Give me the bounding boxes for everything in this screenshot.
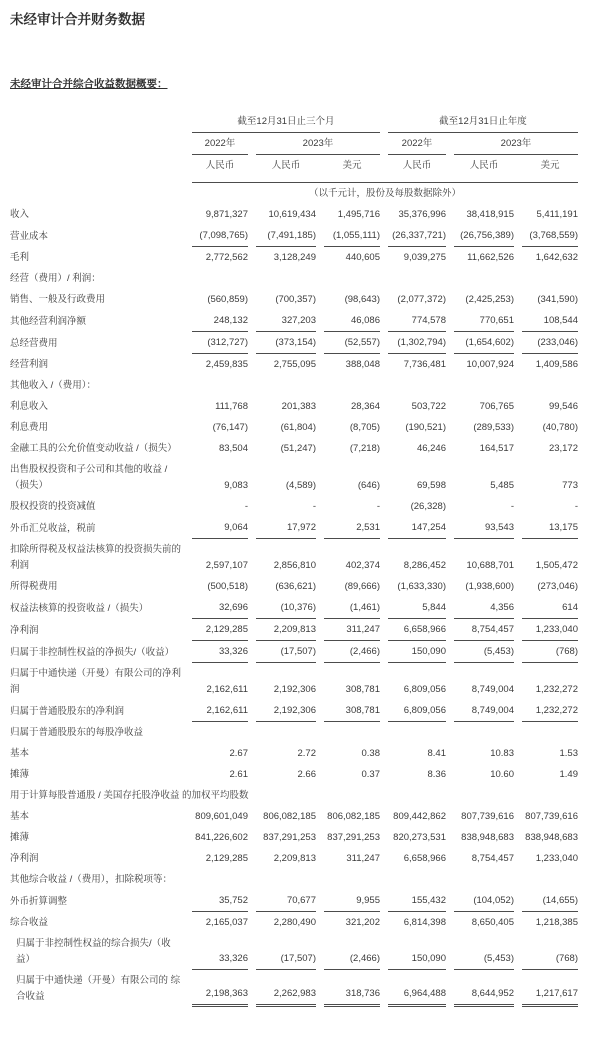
- row-value: (17,507): [256, 641, 316, 663]
- table-row: [10, 827, 578, 848]
- row-label: 收入: [10, 209, 30, 220]
- row-value: 2,209,813: [273, 853, 316, 864]
- row-value: 2,192,306: [256, 700, 316, 722]
- row-value: 8,754,457: [471, 853, 514, 864]
- section-header-row: [10, 722, 578, 743]
- row-value: 5,485: [490, 480, 514, 491]
- row-value: 7,736,481: [403, 359, 446, 370]
- table-row: [10, 641, 578, 663]
- row-value: 111,768: [215, 401, 248, 412]
- row-value: 6,809,056: [403, 684, 446, 695]
- row-value: 248,132: [192, 310, 248, 332]
- row-value: 99,546: [548, 401, 578, 412]
- row-label: 销售、一般及行政费用: [10, 294, 106, 305]
- row-value: 2,162,611: [192, 700, 248, 722]
- table-row: [10, 289, 578, 310]
- row-value: 809,601,049: [195, 811, 248, 822]
- row-value: 1,642,632: [535, 252, 578, 263]
- row-value: (636,621): [275, 581, 316, 592]
- row-value: 402,374: [345, 560, 380, 571]
- row-value: 6,814,398: [403, 917, 446, 928]
- table-row: [10, 354, 578, 375]
- page-title: 未经审计合并财务数据: [10, 12, 145, 27]
- row-value: 28,364: [350, 401, 380, 412]
- header-spacer: [10, 183, 184, 204]
- row-value: 108,544: [522, 310, 578, 332]
- table-row: [10, 417, 578, 438]
- row-value: -: [244, 501, 248, 512]
- section-label: 归属于普通股股东的每股净收益: [10, 727, 144, 738]
- row-label: 外币汇兑收益，税前: [10, 523, 96, 534]
- currency-header-row: [10, 155, 578, 176]
- row-value: 807,739,616: [461, 811, 514, 822]
- row-value: 503,722: [411, 401, 446, 412]
- row-value: 1,409,586: [535, 359, 578, 370]
- table-row: [10, 539, 578, 576]
- table-row: [10, 806, 578, 827]
- row-value: 17,972: [256, 517, 316, 539]
- row-value: 155,432: [388, 890, 446, 912]
- row-value: 837,291,253: [263, 832, 316, 843]
- row-value: (76,147): [212, 422, 248, 433]
- row-value: (2,466): [324, 641, 380, 663]
- row-value: (500,518): [207, 581, 248, 592]
- row-value: 164,517: [479, 443, 514, 454]
- row-value: (646): [357, 480, 380, 491]
- row-value: 9,871,327: [205, 209, 248, 220]
- row-label: 基本: [10, 811, 30, 822]
- row-value: 2.61: [229, 769, 248, 780]
- row-value: 8,749,004: [454, 700, 514, 722]
- row-value: (8,705): [349, 422, 380, 433]
- row-label: 净利润: [10, 853, 39, 864]
- row-value: 807,739,616: [525, 811, 578, 822]
- row-value: (26,756,389): [454, 225, 514, 247]
- row-value: 8,754,457: [454, 619, 514, 641]
- row-value: 46,246: [416, 443, 446, 454]
- row-value: 2,129,285: [205, 853, 248, 864]
- currency-header: 美元: [342, 160, 362, 171]
- row-value: 311,247: [346, 853, 380, 864]
- income-statement-table: [2, 111, 586, 1007]
- row-value: (768): [522, 641, 578, 663]
- row-label: 出售股权投资和子公司和其他的收益 /（损失）: [10, 464, 168, 491]
- row-value: 806,082,185: [327, 811, 380, 822]
- row-value: 1,505,472: [535, 560, 578, 571]
- table-row: [10, 225, 578, 247]
- income-table-body: [10, 204, 578, 1007]
- row-value: 8,650,405: [471, 917, 514, 928]
- row-value: 70,677: [256, 890, 316, 912]
- row-value: (26,337,721): [388, 225, 446, 247]
- row-value: (5,453): [454, 641, 514, 663]
- year-header: 2023年: [454, 133, 578, 155]
- currency-header: 人民币: [469, 160, 499, 171]
- table-row: [10, 204, 578, 225]
- table-row: [10, 517, 578, 539]
- row-value: 2,162,611: [206, 684, 248, 695]
- row-value: 11,662,526: [467, 252, 514, 263]
- row-value: 5,411,191: [536, 209, 578, 220]
- row-value: 9,955: [324, 890, 380, 912]
- row-label: 外币折算调整: [10, 896, 68, 907]
- row-value: 2,856,810: [273, 560, 316, 571]
- table-row: [10, 970, 578, 1007]
- year-header: 2023年: [256, 133, 380, 155]
- row-value: 838,948,683: [525, 832, 578, 843]
- row-value: 327,203: [256, 310, 316, 332]
- row-value: 46,086: [324, 310, 380, 332]
- section-header-row: [10, 785, 578, 806]
- section-label: 用于计算每股普通股 / 美国存托股净收益 的加权平均股数: [10, 790, 249, 801]
- section-label: 经营（费用）/ 利润：: [10, 273, 101, 284]
- row-value: 9,064: [192, 517, 248, 539]
- row-value: (1,938,600): [465, 581, 514, 592]
- row-value: (1,461): [324, 597, 380, 619]
- row-label: 股权投资的投资减值: [10, 501, 96, 512]
- row-value: (51,247): [280, 443, 316, 454]
- section-label: 其他收入 /（费用）：: [10, 380, 97, 391]
- row-value: (4,589): [285, 480, 316, 491]
- row-value: 10.60: [490, 769, 514, 780]
- row-value: 6,658,966: [403, 853, 446, 864]
- row-value: 809,442,862: [393, 811, 446, 822]
- period-group-header-row: [10, 111, 578, 133]
- row-value: 6,809,056: [388, 700, 446, 722]
- row-value: 201,383: [281, 401, 316, 412]
- row-value: 2,198,363: [192, 970, 248, 1007]
- row-value: 1.53: [559, 748, 578, 759]
- row-value: 10,688,701: [466, 560, 514, 571]
- row-value: 69,598: [416, 480, 446, 491]
- row-value: -: [376, 501, 380, 512]
- table-row: [10, 459, 578, 496]
- row-value: (40,780): [542, 422, 578, 433]
- table-row: [10, 576, 578, 597]
- row-value: 308,781: [345, 684, 380, 695]
- table-row: [10, 496, 578, 517]
- row-label: 综合收益: [10, 917, 49, 928]
- row-value: (10,376): [256, 597, 316, 619]
- header-spacer: [10, 111, 184, 133]
- row-value: (5,453): [454, 933, 514, 970]
- row-label: 经营利润: [10, 359, 49, 370]
- unit-note-row: [10, 183, 578, 204]
- row-value: (289,533): [473, 422, 514, 433]
- row-label: 利息收入: [10, 401, 49, 412]
- row-value: 774,578: [388, 310, 446, 332]
- row-value: 13,175: [522, 517, 578, 539]
- row-value: 1,217,617: [522, 970, 578, 1007]
- row-value: 2,772,562: [205, 252, 248, 263]
- row-value: 1,232,272: [535, 684, 578, 695]
- row-value: 6,964,488: [388, 970, 446, 1007]
- table-row: [10, 848, 578, 869]
- header-spacer: [10, 155, 184, 176]
- row-value: -: [574, 501, 578, 512]
- row-label: 利息费用: [10, 422, 49, 433]
- row-value: 150,090: [388, 641, 446, 663]
- row-value: (190,521): [405, 422, 446, 433]
- section-header-row: [10, 869, 578, 890]
- row-label: 归属于中通快递（开曼）有限公司的 综合收益: [16, 975, 181, 1002]
- row-value: 3,128,249: [273, 252, 316, 263]
- row-value: -: [510, 501, 514, 512]
- row-value: 388,048: [345, 359, 380, 370]
- row-value: (61,804): [280, 422, 316, 433]
- row-value: (89,666): [344, 581, 380, 592]
- row-value: 837,291,253: [327, 832, 380, 843]
- year-header: 2022年: [192, 133, 248, 155]
- row-label: 其他经营利润净额: [10, 316, 87, 327]
- row-value: (2,077,372): [397, 294, 446, 305]
- row-value: (273,046): [537, 581, 578, 592]
- row-value: (341,590): [537, 294, 578, 305]
- row-value: (1,302,794): [388, 332, 446, 354]
- currency-header: 人民币: [205, 160, 235, 171]
- row-value: 8.41: [427, 748, 446, 759]
- row-value: 32,696: [192, 597, 248, 619]
- section-header-row: [10, 268, 578, 289]
- row-label: 金融工具的公允价值变动收益 /（损失）: [10, 443, 177, 454]
- table-row: [10, 619, 578, 641]
- section-header-row: [10, 375, 578, 396]
- row-value: 2,262,983: [256, 970, 316, 1007]
- row-value: 2,209,813: [256, 619, 316, 641]
- row-value: 8,749,004: [471, 684, 514, 695]
- row-value: 5,844: [388, 597, 446, 619]
- section-label: 其他综合收益 /（费用），扣除税项等：: [10, 874, 173, 885]
- table-row: [10, 247, 578, 268]
- row-value: (26,328): [410, 501, 446, 512]
- row-label: 归属于中通快递（开曼）有限公司的净利润: [10, 668, 182, 695]
- row-value: 2,531: [324, 517, 380, 539]
- table-row: [10, 700, 578, 722]
- row-value: 614: [522, 597, 578, 619]
- row-value: 1.49: [559, 769, 578, 780]
- row-label: 摊薄: [10, 832, 30, 843]
- row-value: 93,543: [454, 517, 514, 539]
- row-value: 2.72: [297, 748, 316, 759]
- row-value: (700,357): [275, 294, 316, 305]
- header-spacer: [10, 176, 184, 183]
- row-label: 归属于非控制性权益的净损失/（收益）: [10, 647, 175, 658]
- row-label: 摊薄: [10, 769, 30, 780]
- row-value: 841,226,602: [195, 832, 248, 843]
- row-label: 毛利: [10, 252, 30, 263]
- row-label: 归属于普通股股东的净利润: [10, 706, 125, 717]
- row-value: 9,083: [224, 480, 248, 491]
- row-label: 营业成本: [10, 231, 49, 242]
- row-value: 38,418,915: [466, 209, 514, 220]
- row-value: 4,356: [454, 597, 514, 619]
- row-value: (1,633,330): [397, 581, 446, 592]
- table-row: [10, 438, 578, 459]
- row-value: 147,254: [388, 517, 446, 539]
- row-value: 2,597,107: [205, 560, 248, 571]
- section-subtitle: 未经审计合并综合收益数据概要：: [10, 78, 168, 90]
- table-row: [10, 764, 578, 785]
- row-value: (560,859): [207, 294, 248, 305]
- row-value: (98,643): [344, 294, 380, 305]
- row-value: (17,507): [256, 933, 316, 970]
- row-value: (3,768,559): [522, 225, 578, 247]
- row-value: 308,781: [324, 700, 380, 722]
- table-row: [10, 890, 578, 912]
- row-value: 1,233,040: [522, 619, 578, 641]
- row-value: 773: [562, 480, 578, 491]
- period-group-full-year: 截至12月31日止年度: [388, 111, 578, 133]
- row-label: 所得税费用: [10, 581, 58, 592]
- row-value: 8,286,452: [403, 560, 446, 571]
- row-value: 2,192,306: [273, 684, 316, 695]
- row-value: 2,165,037: [205, 917, 248, 928]
- row-label: 基本: [10, 748, 30, 759]
- table-row: [10, 332, 578, 354]
- row-value: 820,273,531: [393, 832, 446, 843]
- row-value: 806,082,185: [263, 811, 316, 822]
- row-label: 净利润: [10, 625, 39, 636]
- row-value: (768): [522, 933, 578, 970]
- row-value: 10.83: [490, 748, 514, 759]
- row-value: 1,233,040: [535, 853, 578, 864]
- table-row: [10, 310, 578, 332]
- row-value: 1,495,716: [337, 209, 380, 220]
- row-value: (312,727): [192, 332, 248, 354]
- row-value: 838,948,683: [461, 832, 514, 843]
- row-value: 0.38: [361, 748, 380, 759]
- row-value: 6,658,966: [388, 619, 446, 641]
- year-header: 2022年: [388, 133, 446, 155]
- row-value: -: [312, 501, 316, 512]
- row-value: 10,007,924: [466, 359, 514, 370]
- unit-note: （以千元计，股份及每股数据除外）: [308, 188, 461, 199]
- row-value: 2,459,835: [205, 359, 248, 370]
- row-value: 770,651: [454, 310, 514, 332]
- row-value: 440,605: [345, 252, 380, 263]
- table-row: [10, 912, 578, 933]
- row-value: 10,619,434: [268, 209, 316, 220]
- row-value: 150,090: [388, 933, 446, 970]
- row-label: 权益法核算的投资收益 /（损失）: [10, 603, 149, 614]
- row-value: 2,129,285: [192, 619, 248, 641]
- table-row: [10, 396, 578, 417]
- row-value: (2,466): [324, 933, 380, 970]
- row-label: 总经营费用: [10, 338, 58, 349]
- table-row: [10, 663, 578, 700]
- row-value: 33,326: [192, 933, 248, 970]
- row-value: 0.37: [361, 769, 380, 780]
- row-value: 311,247: [324, 619, 380, 641]
- row-value: 35,752: [192, 890, 248, 912]
- row-value: 8.36: [427, 769, 446, 780]
- row-label: 扣除所得税及权益法核算的投资损失前的利润: [10, 544, 182, 571]
- table-row: [10, 743, 578, 764]
- row-value: (52,557): [324, 332, 380, 354]
- row-value: (1,055,111): [324, 225, 380, 247]
- row-value: 23,172: [548, 443, 578, 454]
- row-value: (2,425,253): [465, 294, 514, 305]
- currency-header: 人民币: [402, 160, 432, 171]
- row-value: (7,491,185): [256, 225, 316, 247]
- row-value: 9,039,275: [403, 252, 446, 263]
- table-row: [10, 933, 578, 970]
- row-value: (14,655): [522, 890, 578, 912]
- row-value: 8,644,952: [454, 970, 514, 1007]
- row-value: 2,755,095: [273, 359, 316, 370]
- row-value: 33,326: [192, 641, 248, 663]
- row-value: (1,654,602): [454, 332, 514, 354]
- row-value: (7,218): [349, 443, 380, 454]
- row-value: 2.67: [229, 748, 248, 759]
- row-value: (104,052): [454, 890, 514, 912]
- currency-header: 美元: [540, 160, 560, 171]
- row-value: 2,280,490: [273, 917, 316, 928]
- row-value: 318,736: [324, 970, 380, 1007]
- row-value: 706,765: [479, 401, 514, 412]
- currency-header: 人民币: [271, 160, 301, 171]
- row-value: 2.66: [297, 769, 316, 780]
- row-value: 1,218,385: [535, 917, 578, 928]
- row-value: (7,098,765): [192, 225, 248, 247]
- year-header-row: [10, 133, 578, 155]
- row-value: 321,202: [345, 917, 380, 928]
- row-value: 35,376,996: [398, 209, 446, 220]
- row-value: 1,232,272: [522, 700, 578, 722]
- row-value: (233,046): [522, 332, 578, 354]
- period-group-three-months: 截至12月31日止三个月: [192, 111, 380, 133]
- header-rule-row: [10, 176, 578, 183]
- header-rule: [192, 176, 578, 183]
- row-value: (373,154): [256, 332, 316, 354]
- table-row: [10, 597, 578, 619]
- row-value: 83,504: [218, 443, 248, 454]
- header-spacer: [10, 133, 184, 155]
- row-label: 归属于非控制性权益的综合损失/（收益）: [16, 938, 171, 965]
